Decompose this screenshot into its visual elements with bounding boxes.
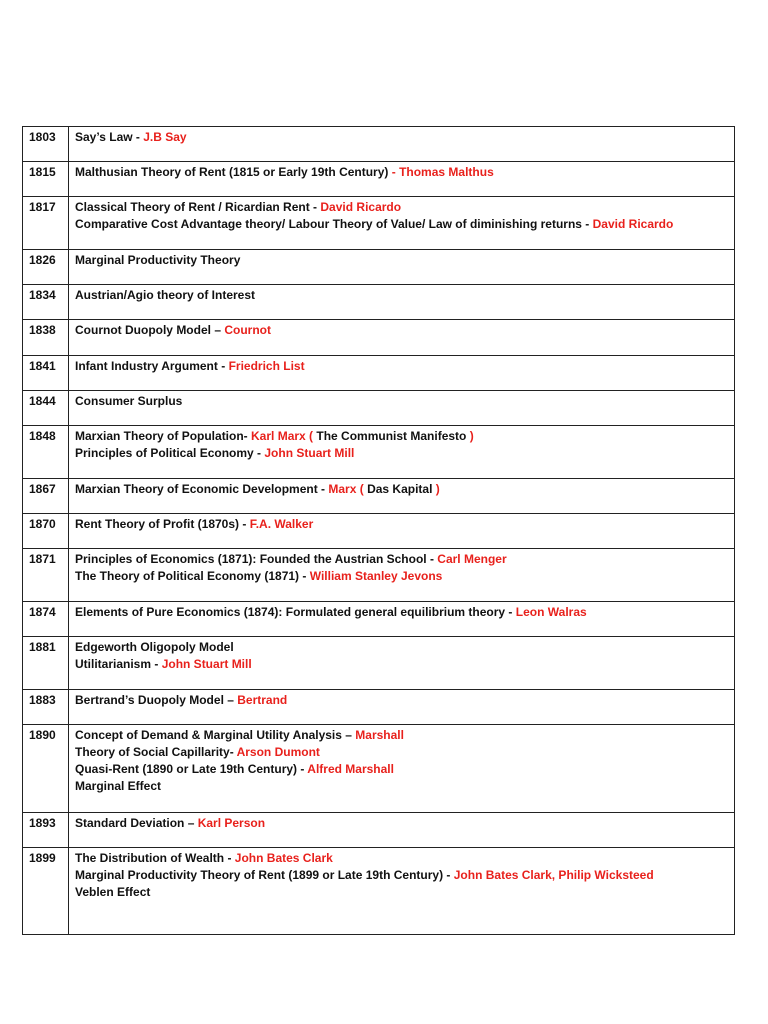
entry-cell — [69, 725, 735, 813]
author-attribution: David Ricardo — [592, 217, 674, 231]
entry-line — [75, 551, 728, 568]
theory-text: Concept of Demand & Marginal Utility Analysis – — [75, 728, 356, 742]
table-row — [23, 391, 735, 426]
entry-line — [75, 252, 728, 269]
entry-line — [75, 568, 728, 585]
theory-text: Standard Deviation – — [75, 816, 198, 830]
author-attribution: Friedrich List — [228, 359, 305, 373]
table-row — [23, 690, 735, 725]
author-attribution: - Thomas Malthus — [391, 165, 494, 179]
theory-text: Das Kapital — [363, 482, 436, 496]
entry-line — [75, 393, 728, 410]
theory-text: Quasi-Rent (1890 or Late 19th Century) - — [75, 762, 308, 776]
year-cell: 1803 — [23, 127, 69, 162]
table-row — [23, 320, 735, 356]
entry-cell — [69, 162, 735, 197]
entry-cell — [69, 690, 735, 725]
theory-text: The Communist Manifesto — [313, 429, 470, 443]
table-row — [23, 162, 735, 197]
author-attribution: Karl Marx ( — [251, 429, 314, 443]
year-cell: 1871 — [23, 549, 69, 602]
author-attribution: Arson Dumont — [236, 745, 320, 759]
theory-text: Cournot Duopoly Model – — [75, 323, 225, 337]
entry-cell — [69, 320, 735, 356]
entry-line — [75, 778, 728, 795]
entry-line — [75, 358, 728, 375]
author-attribution: Leon Walras — [515, 605, 587, 619]
year-cell: 1834 — [23, 285, 69, 320]
entry-line — [75, 656, 728, 673]
entry-cell — [69, 391, 735, 426]
year-cell: 1826 — [23, 250, 69, 285]
table-row — [23, 848, 735, 935]
author-attribution: John Bates Clark, Philip Wicksteed — [453, 868, 654, 882]
entry-line — [75, 445, 728, 462]
author-attribution: Alfred Marshall — [307, 762, 394, 776]
author-attribution: William Stanley Jevons — [309, 569, 443, 583]
table-row — [23, 356, 735, 391]
entry-cell — [69, 813, 735, 848]
entry-line — [75, 199, 728, 216]
entry-line — [75, 428, 728, 445]
author-attribution: Bertrand — [237, 693, 288, 707]
table-row — [23, 549, 735, 602]
table-row — [23, 250, 735, 285]
author-attribution: John Stuart Mill — [264, 446, 355, 460]
entry-cell — [69, 479, 735, 514]
entry-line — [75, 884, 728, 901]
author-attribution: ) — [435, 482, 440, 496]
theory-text: Utilitarianism - — [75, 657, 162, 671]
table-row — [23, 602, 735, 637]
entry-line — [75, 744, 728, 761]
table-row — [23, 813, 735, 848]
year-cell: 1841 — [23, 356, 69, 391]
theory-text: Marxian Theory of Population- — [75, 429, 252, 443]
theory-text: Marxian Theory of Economic Development - — [75, 482, 329, 496]
theory-text: Principles of Political Economy - — [75, 446, 265, 460]
theory-text: Infant Industry Argument - — [75, 359, 229, 373]
author-attribution: Karl Person — [197, 816, 266, 830]
entry-cell — [69, 250, 735, 285]
year-cell: 1844 — [23, 391, 69, 426]
entry-line — [75, 850, 728, 867]
year-cell: 1874 — [23, 602, 69, 637]
theory-text: Marginal Productivity Theory of Rent (1899 or Late 19th Century) - — [75, 868, 454, 882]
author-attribution: Marx ( — [328, 482, 364, 496]
table-row — [23, 725, 735, 813]
theory-text: Say’s Law - — [75, 130, 144, 144]
author-attribution: David Ricardo — [320, 200, 402, 214]
theory-text: The Distribution of Wealth - — [75, 851, 235, 865]
year-cell: 1899 — [23, 848, 69, 935]
year-cell: 1881 — [23, 637, 69, 690]
table-row — [23, 426, 735, 479]
entry-line — [75, 761, 728, 778]
author-attribution: Marshall — [355, 728, 404, 742]
entry-line — [75, 815, 728, 832]
entry-line — [75, 867, 728, 884]
entry-cell — [69, 549, 735, 602]
year-cell: 1848 — [23, 426, 69, 479]
theory-text: Malthusian Theory of Rent (1815 or Early 19th Century) — [75, 165, 392, 179]
entry-cell — [69, 602, 735, 637]
economic-theories-timeline-table — [22, 126, 735, 935]
year-cell: 1817 — [23, 197, 69, 250]
author-attribution: ) — [469, 429, 474, 443]
table-row — [23, 637, 735, 690]
theory-text: Veblen Effect — [75, 885, 151, 899]
theory-text: Rent Theory of Profit (1870s) - — [75, 517, 250, 531]
theory-text: Comparative Cost Advantage theory/ Labour Theory of Value/ Law of diminishing returns - — [75, 217, 593, 231]
timeline-table-body — [23, 127, 735, 935]
theory-text: Consumer Surplus — [75, 394, 183, 408]
entry-line — [75, 129, 728, 146]
author-attribution: John Bates Clark — [234, 851, 333, 865]
table-row — [23, 479, 735, 514]
theory-text: Marginal Productivity Theory — [75, 253, 241, 267]
entry-line — [75, 516, 728, 533]
year-cell: 1870 — [23, 514, 69, 549]
entry-cell — [69, 637, 735, 690]
entry-line — [75, 604, 728, 621]
entry-cell — [69, 127, 735, 162]
entry-cell — [69, 514, 735, 549]
theory-text: Marginal Effect — [75, 779, 162, 793]
theory-text: Edgeworth Oligopoly Model — [75, 640, 234, 654]
table-row — [23, 285, 735, 320]
entry-line — [75, 481, 728, 498]
year-cell: 1815 — [23, 162, 69, 197]
author-attribution: Carl Menger — [437, 552, 507, 566]
entry-line — [75, 164, 728, 181]
author-attribution: J.B Say — [143, 130, 187, 144]
entry-line — [75, 322, 728, 339]
theory-text: Austrian/Agio theory of Interest — [75, 288, 256, 302]
theory-text: Bertrand’s Duopoly Model – — [75, 693, 238, 707]
year-cell: 1893 — [23, 813, 69, 848]
entry-cell — [69, 197, 735, 250]
year-cell: 1890 — [23, 725, 69, 813]
table-row — [23, 127, 735, 162]
year-cell: 1867 — [23, 479, 69, 514]
year-cell: 1838 — [23, 320, 69, 356]
theory-text: Principles of Economics (1871): Founded the Austrian School - — [75, 552, 438, 566]
entry-line — [75, 727, 728, 744]
theory-text: Classical Theory of Rent / Ricardian Rent - — [75, 200, 321, 214]
entry-cell — [69, 848, 735, 935]
entry-line — [75, 639, 728, 656]
entry-line — [75, 692, 728, 709]
table-row — [23, 514, 735, 549]
theory-text: Elements of Pure Economics (1874): Formulated general equilibrium theory - — [75, 605, 516, 619]
entry-line — [75, 287, 728, 304]
entry-line — [75, 216, 728, 233]
year-cell: 1883 — [23, 690, 69, 725]
entry-cell — [69, 426, 735, 479]
entry-cell — [69, 356, 735, 391]
author-attribution: F.A. Walker — [249, 517, 314, 531]
theory-text: Theory of Social Capillarity- — [75, 745, 237, 759]
entry-cell — [69, 285, 735, 320]
author-attribution: Cournot — [224, 323, 271, 337]
theory-text: The Theory of Political Economy (1871) - — [75, 569, 310, 583]
table-row — [23, 197, 735, 250]
author-attribution: John Stuart Mill — [161, 657, 252, 671]
